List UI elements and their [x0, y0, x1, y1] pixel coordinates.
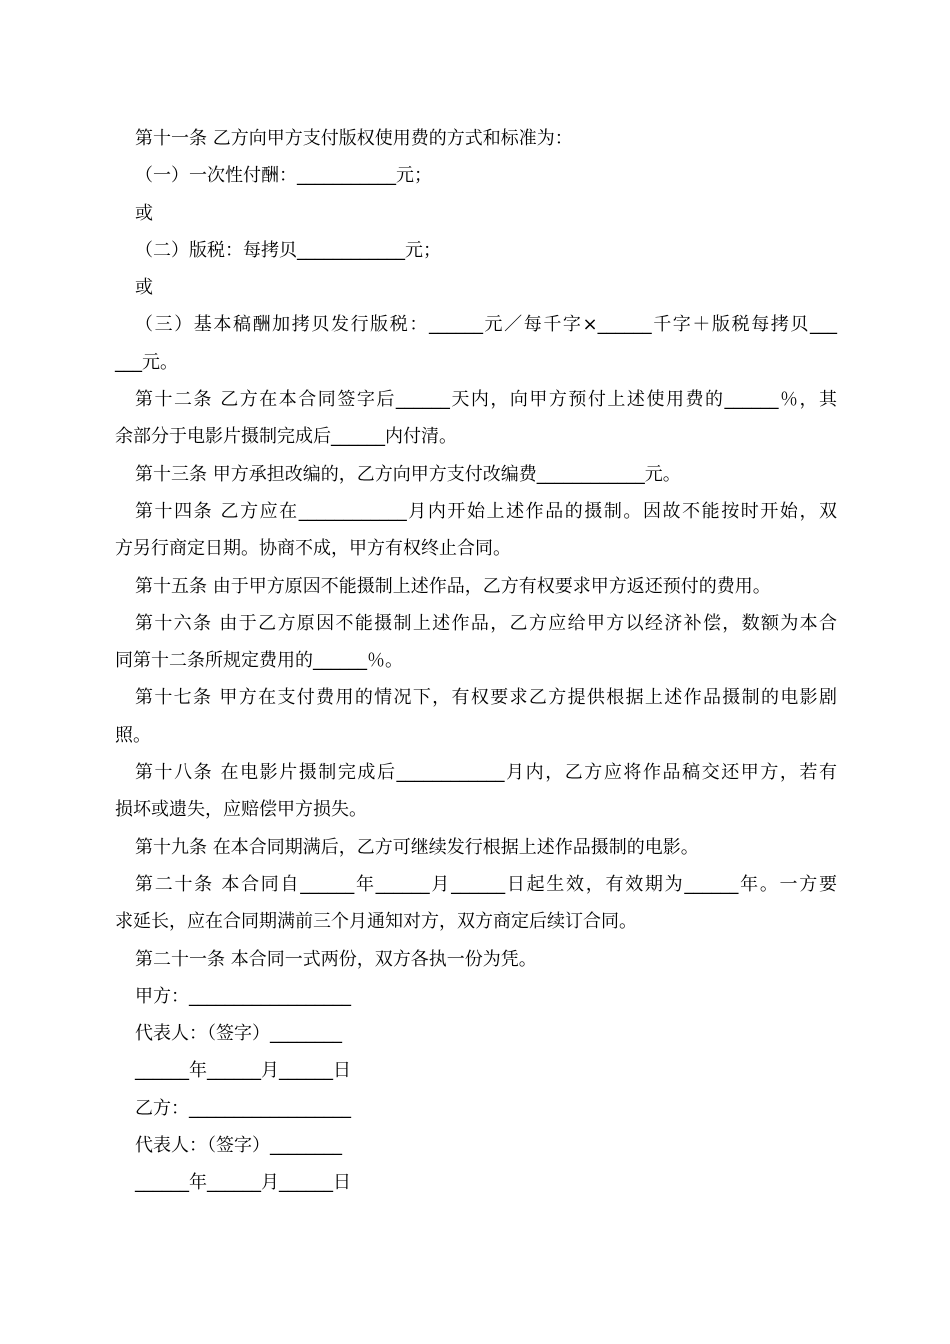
text-line: ______年______月______日 [135, 1172, 351, 1194]
text-line: 或 [135, 277, 153, 299]
text-line: （二）版税：每拷贝____________元； [135, 239, 441, 261]
text-line: 代表人：（签字）________ [135, 1023, 342, 1045]
text-line: 第十六条 由于乙方原因不能摄制上述作品，乙方应给甲方以经济补偿，数额为本合 [135, 612, 837, 634]
text-line: 第二十一条 本合同一式两份，双方各执一份为凭。 [135, 948, 537, 970]
text-line: 或 [135, 202, 153, 224]
text-line: （一）一次性付酬：___________元； [135, 165, 432, 187]
text-line: 第二十条 本合同自______年______月______日起生效，有效期为______年。一方要 [135, 873, 837, 895]
text-line: 余部分于电影片摄制完成后______内付清。 [115, 426, 457, 448]
text-line: 代表人：（签字）________ [135, 1135, 342, 1157]
contract-page [115, 120, 837, 1202]
text-line: ___元。 [115, 351, 178, 373]
text-line: 第十三条 甲方承担改编的，乙方向甲方支付改编费____________元。 [135, 463, 681, 485]
text-line: 照。 [115, 724, 151, 746]
text-line: 第十七条 甲方在支付费用的情况下，有权要求乙方提供根据上述作品摄制的电影剧 [135, 687, 837, 709]
text-line: 方另行商定日期。协商不成，甲方有权终止合同。 [115, 538, 511, 560]
text-line: 损坏或遗失，应赔偿甲方损失。 [115, 799, 367, 821]
text-line: ______年______月______日 [135, 1060, 351, 1082]
text-line: 乙方：__________________ [135, 1097, 351, 1119]
text-line: 第十一条 乙方向甲方支付版权使用费的方式和标准为： [135, 128, 573, 149]
text-line: 求延长，应在合同期满前三个月通知对方，双方商定后续订合同。 [115, 911, 637, 933]
text-line: 第十八条 在电影片摄制完成后____________月内，乙方应将作品稿交还甲方，若有 [135, 762, 837, 784]
text-line: 第十二条 乙方在本合同签字后______天内，向甲方预付上述使用费的______％，其 [135, 389, 837, 411]
text-line: 第十五条 由于甲方原因不能摄制上述作品，乙方有权要求甲方返还预付的费用。 [135, 575, 771, 597]
text-line: 甲方：__________________ [135, 985, 351, 1007]
text-line: （三）基本稿酬加拷贝发行版税：______元／每千字×______千字＋版税每拷贝___ [135, 314, 837, 336]
text-line: 第十四条 乙方应在____________月内开始上述作品的摄制。因故不能按时开始，双 [135, 500, 837, 522]
text-line: 同第十二条所规定费用的______％。 [115, 650, 403, 672]
text-line: 第十九条 在本合同期满后，乙方可继续发行根据上述作品摄制的电影。 [135, 836, 699, 858]
